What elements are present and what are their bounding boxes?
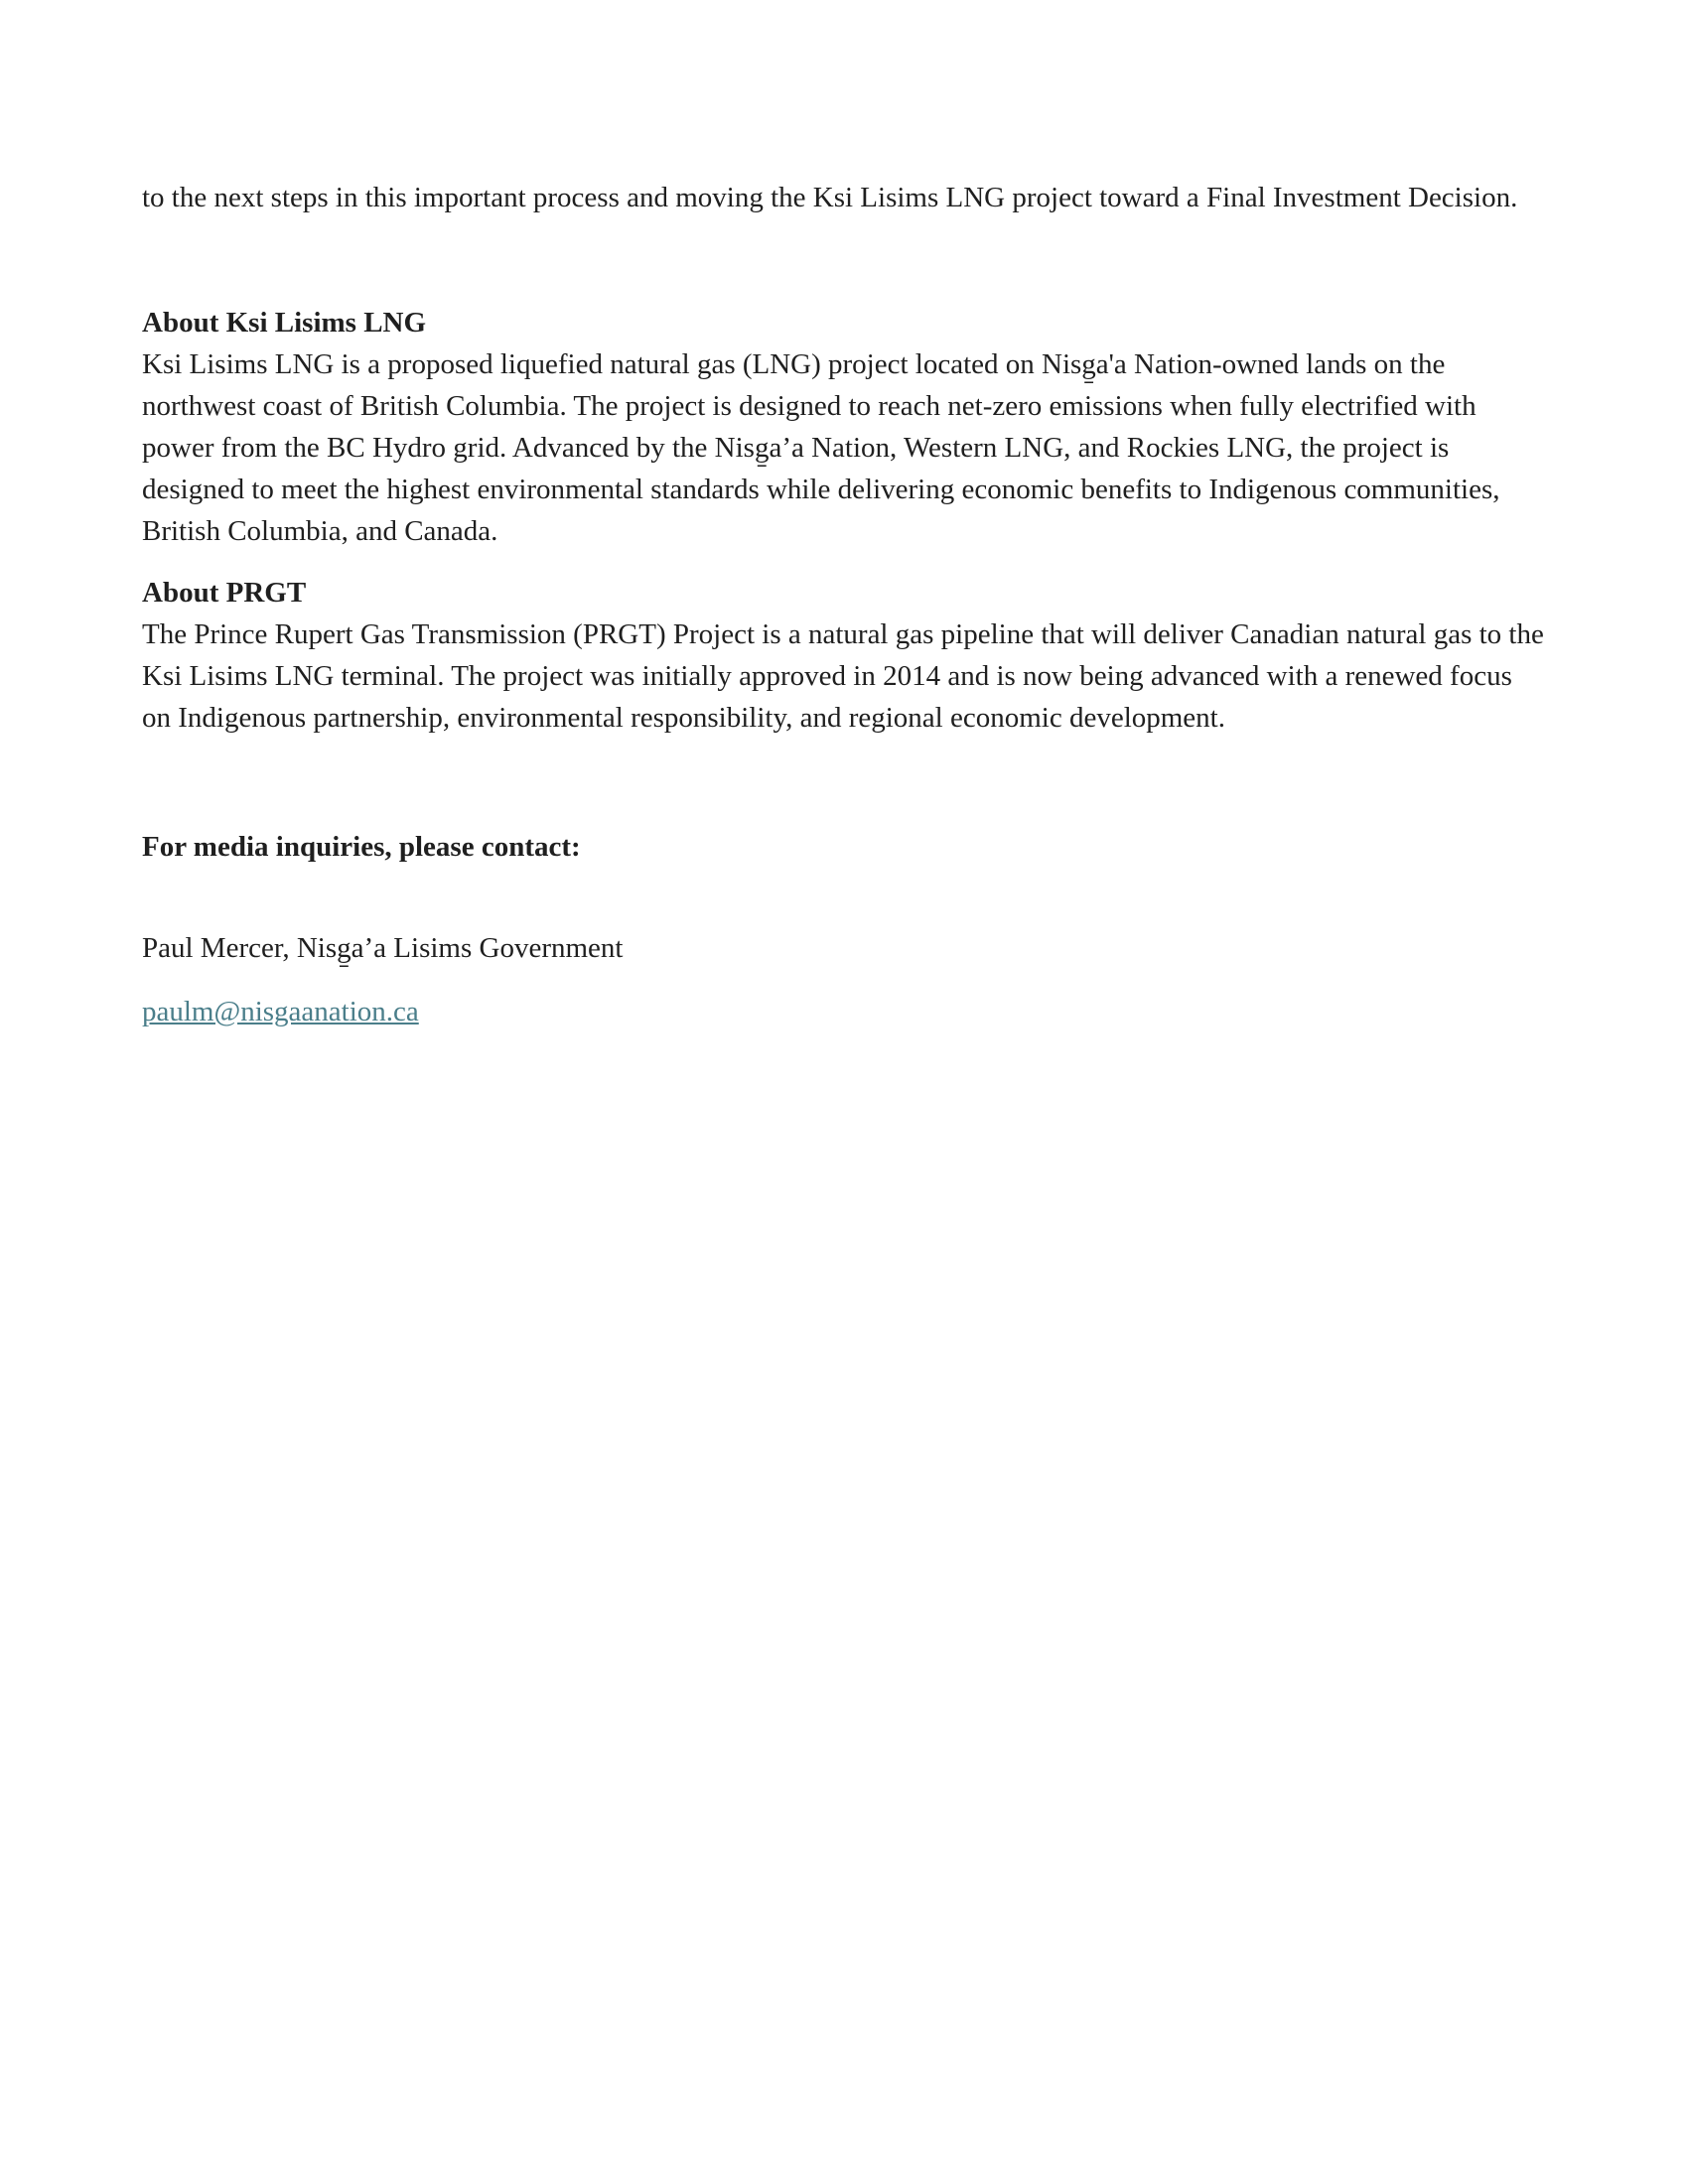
section-about-prgt [142, 572, 1546, 739]
section-heading-about-ksi-lisims: About Ksi Lisims LNG [142, 307, 427, 339]
section-heading-about-prgt: About PRGT [142, 577, 307, 609]
contact-email-link[interactable]: paulm@nisgaanation.ca [142, 996, 419, 1027]
contact-name: Paul Mercer, Nisg̱a’a Lisims Government [142, 932, 624, 964]
intro-paragraph: to the next steps in this important process and moving the Ksi Lisims LNG project toward a Final Investment Decision. [142, 182, 1518, 213]
section-about-ksi-lisims [142, 302, 1546, 552]
media-contact-heading: For media inquiries, please contact: [142, 831, 581, 863]
contact-email-line [142, 991, 1546, 1032]
section-body-about-ksi-lisims: Ksi Lisims LNG is a proposed liquefied natural gas (LNG) project located on Nisg̱a'a Nation-owned lands on the northwest coast of British Columbia. The project is designed to reach net-zero emissions when fully electrified with power from the BC Hydro grid. Advanced by the Nisg̱a’a Nation, Western LNG, and Rockies LNG, the project is designed to meet the highest environmental standards while delivering economic benefits to Indigenous communities, British Columbia, and Canada. [142, 348, 1500, 547]
section-body-about-prgt: The Prince Rupert Gas Transmission (PRGT) Project is a natural gas pipeline that will deliver Canadian natural gas to the Ksi Lisims LNG terminal. The project was initially approved in 2014 and is now being advanced with a renewed focus on Indigenous partnership, environmental responsibility, and regional economic development. [142, 618, 1544, 734]
